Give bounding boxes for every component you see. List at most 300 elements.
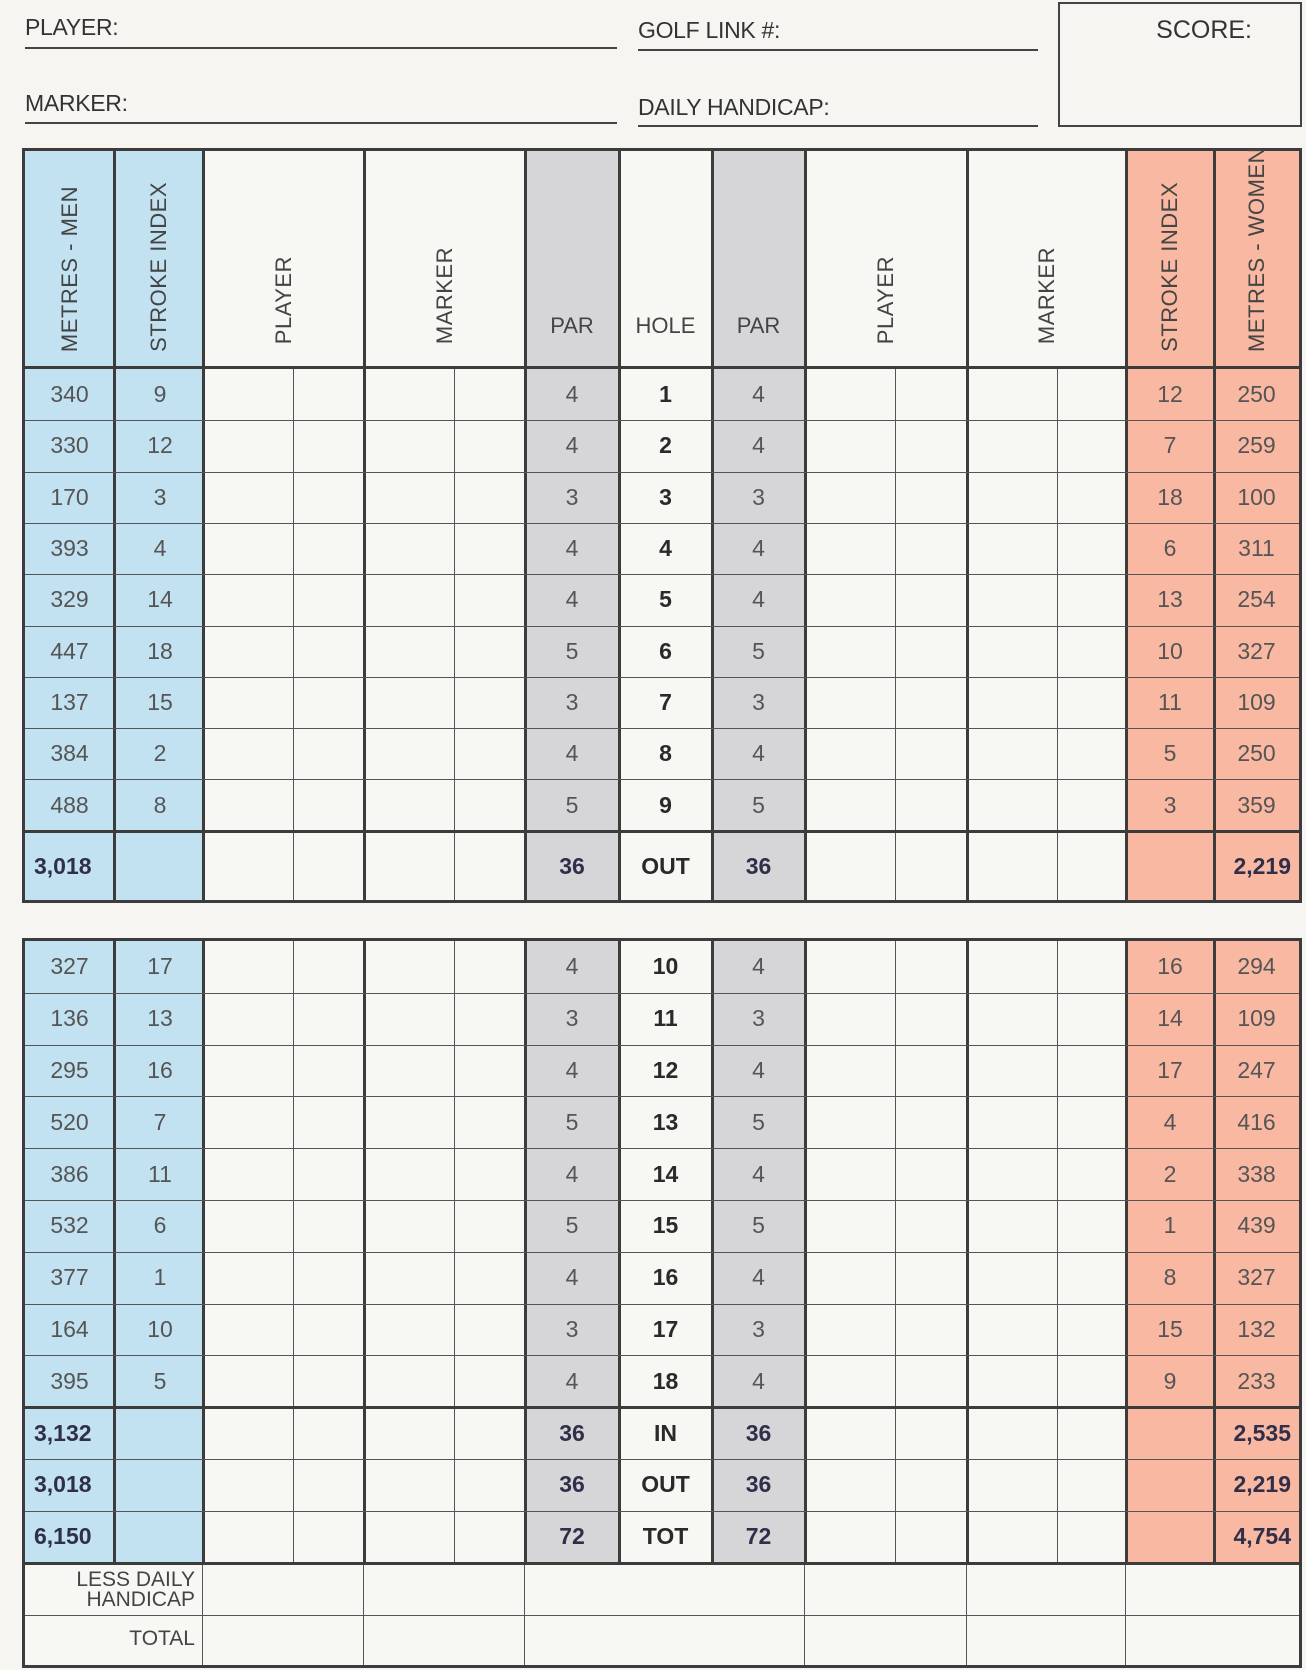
total-entry-cell[interactable] — [364, 1615, 525, 1665]
front-row-score-cell[interactable] — [895, 472, 967, 523]
front-row-score-cell[interactable] — [895, 626, 967, 677]
back-row-score-cell[interactable] — [203, 1304, 293, 1356]
back-row-score-cell[interactable] — [293, 1355, 364, 1407]
back-total-hole-label: TOT — [642, 1523, 689, 1550]
front-row-par: 4 — [565, 535, 579, 562]
front-row-par: 4 — [565, 381, 579, 408]
front-total-women-total: 2,219 — [1233, 852, 1291, 879]
back-row-par: 4 — [752, 1056, 765, 1083]
back-row-score-cell[interactable] — [805, 1355, 895, 1407]
front-row-score-cell[interactable] — [293, 523, 364, 574]
back-total-score-cell[interactable] — [454, 1511, 525, 1563]
front-row-score-cell[interactable] — [1057, 369, 1126, 420]
front-row-score-cell[interactable] — [364, 728, 454, 779]
back-row-score-cell[interactable] — [805, 1045, 895, 1097]
back-total-par-total: 36 — [745, 1471, 772, 1498]
back-row-score-cell[interactable] — [1057, 1148, 1126, 1200]
back-row-score-cell[interactable] — [1057, 1096, 1126, 1148]
back-row-stroke-index-women: 1 — [1163, 1212, 1177, 1239]
back-row-score-cell[interactable] — [895, 1252, 967, 1304]
score-label: SCORE: — [1156, 16, 1252, 44]
front-row-metres-women: 311 — [1238, 535, 1275, 562]
front-row-par: 4 — [752, 586, 765, 613]
back-row-score-cell[interactable] — [967, 941, 1057, 993]
front-row-score-cell[interactable] — [805, 369, 895, 420]
front-row-score-cell[interactable] — [895, 369, 967, 420]
front-row-par: 4 — [752, 381, 765, 408]
score-box[interactable] — [1058, 2, 1302, 127]
stroke-index-men-header: STROKE INDEX — [145, 182, 171, 352]
back-row-metres-women: 416 — [1237, 1108, 1276, 1135]
front-row-score-cell[interactable] — [895, 523, 967, 574]
back-row-score-cell[interactable] — [203, 993, 293, 1045]
back-row-stroke-index-men: 6 — [153, 1212, 167, 1239]
front-row-score-cell[interactable] — [454, 779, 525, 830]
back-total-hole-label: OUT — [641, 1471, 690, 1498]
back-row-metres-men: 377 — [50, 1264, 89, 1291]
back-row-stroke-index-women: 9 — [1163, 1367, 1177, 1394]
back-row-hole-number: 13 — [652, 1108, 679, 1135]
back-row-stroke-index-women: 2 — [1163, 1160, 1177, 1187]
back-total-par-total: 36 — [559, 1471, 585, 1498]
front-row-score-cell[interactable] — [454, 574, 525, 625]
back-total-women-total: 4,754 — [1233, 1523, 1291, 1550]
front-row-score-cell[interactable] — [364, 369, 454, 420]
front-row-score-cell[interactable] — [805, 420, 895, 471]
back-row-hole-number: 14 — [652, 1160, 679, 1187]
back-row-score-cell[interactable] — [895, 1304, 967, 1356]
back-row-score-cell[interactable] — [895, 993, 967, 1045]
front-total-score-cell[interactable] — [1057, 833, 1126, 900]
back-row-metres-women: 109 — [1237, 1005, 1276, 1032]
front-row-score-cell[interactable] — [364, 472, 454, 523]
back-row-score-cell[interactable] — [805, 1096, 895, 1148]
front-row-score-cell[interactable] — [1057, 779, 1126, 830]
front-row-score-cell[interactable] — [293, 677, 364, 728]
back-row-score-cell[interactable] — [364, 941, 454, 993]
front-row-stroke-index-women: 18 — [1157, 483, 1183, 510]
front-row-score-cell[interactable] — [364, 420, 454, 471]
back-row-par: 4 — [565, 1160, 579, 1187]
total-entry-cell[interactable] — [203, 1615, 364, 1665]
back-total-score-cell[interactable] — [293, 1407, 364, 1459]
front-row-score-cell[interactable] — [293, 779, 364, 830]
back-row-score-cell[interactable] — [1057, 1045, 1126, 1097]
back-row-score-cell[interactable] — [203, 1045, 293, 1097]
front-row-hole-number: 3 — [659, 483, 672, 510]
back-row-score-cell[interactable] — [293, 993, 364, 1045]
back-total-men-total: 3,018 — [34, 1471, 92, 1498]
total-entry-cell[interactable] — [967, 1615, 1126, 1665]
front-row-stroke-index-men: 15 — [147, 688, 173, 715]
back-row-score-cell[interactable] — [895, 1148, 967, 1200]
front-row-score-cell[interactable] — [203, 472, 293, 523]
back-row-score-cell[interactable] — [203, 1355, 293, 1407]
handicap-entry-cell[interactable] — [203, 1565, 364, 1615]
front-row-par: 3 — [752, 688, 765, 715]
golf-link-label: GOLF LINK #: — [638, 17, 781, 43]
back-row-stroke-index-women: 8 — [1163, 1264, 1177, 1291]
front-row-score-cell[interactable] — [1057, 420, 1126, 471]
front-row-score-cell[interactable] — [805, 472, 895, 523]
front-row-score-cell[interactable] — [293, 472, 364, 523]
front-row-score-cell[interactable] — [454, 523, 525, 574]
player-header: PLAYER — [873, 255, 898, 344]
front-row-par: 5 — [565, 791, 579, 818]
back-row-score-cell[interactable] — [895, 1045, 967, 1097]
front-row-score-cell[interactable] — [454, 369, 525, 420]
front-row-stroke-index-men: 18 — [147, 637, 173, 664]
back-row-score-cell[interactable] — [364, 1304, 454, 1356]
back-row-par: 4 — [752, 1367, 765, 1394]
back-row-score-cell[interactable] — [1057, 1355, 1126, 1407]
back-row-stroke-index-women: 16 — [1157, 953, 1183, 980]
back-row-par: 5 — [565, 1212, 579, 1239]
back-row-score-cell[interactable] — [364, 1355, 454, 1407]
back-row-par: 4 — [565, 1056, 579, 1083]
front-row-score-cell[interactable] — [203, 523, 293, 574]
back-row-score-cell[interactable] — [364, 1148, 454, 1200]
marker-header: MARKER — [1033, 246, 1059, 344]
front-row-score-cell[interactable] — [967, 369, 1057, 420]
front-row-score-cell[interactable] — [967, 574, 1057, 625]
back-row-score-cell[interactable] — [293, 1045, 364, 1097]
back-row-hole-number: 18 — [652, 1367, 679, 1394]
total-entry-cell[interactable] — [805, 1615, 967, 1665]
front-row-score-cell[interactable] — [203, 728, 293, 779]
back-row-stroke-index-women: 14 — [1157, 1005, 1183, 1032]
front-row-score-cell[interactable] — [1057, 626, 1126, 677]
front-row-score-cell[interactable] — [895, 728, 967, 779]
back-row-score-cell[interactable] — [805, 941, 895, 993]
back-row-score-cell[interactable] — [203, 1096, 293, 1148]
front-row-par: 5 — [752, 791, 765, 818]
daily-handicap-label: DAILY HANDICAP: — [638, 94, 830, 120]
back-total-score-cell[interactable] — [805, 1511, 895, 1563]
back-row-metres-women: 338 — [1237, 1160, 1276, 1187]
back-total-par-total: 36 — [745, 1419, 772, 1446]
back-row-score-cell[interactable] — [805, 1200, 895, 1252]
front-row-metres-men: 137 — [50, 688, 89, 715]
back-row-score-cell[interactable] — [203, 1252, 293, 1304]
front-row-par: 4 — [565, 586, 579, 613]
front-row-stroke-index-women: 12 — [1157, 381, 1183, 408]
back-row-score-cell[interactable] — [293, 941, 364, 993]
front-row-par: 4 — [752, 740, 765, 767]
back-total-score-cell[interactable] — [454, 1459, 525, 1511]
back-row-hole-number: 12 — [652, 1056, 679, 1083]
back-row-score-cell[interactable] — [805, 993, 895, 1045]
handicap-entry-cell[interactable] — [364, 1565, 525, 1615]
front-total-par-total: 36 — [559, 852, 585, 879]
row-divider — [25, 1406, 1299, 1409]
front-total-score-cell[interactable] — [805, 833, 895, 900]
back-row-score-cell[interactable] — [967, 993, 1057, 1045]
back-row-stroke-index-men: 17 — [147, 953, 173, 980]
front-row-score-cell[interactable] — [805, 626, 895, 677]
back-row-score-cell[interactable] — [1057, 1252, 1126, 1304]
front-row-score-cell[interactable] — [805, 779, 895, 830]
back-row-score-cell[interactable] — [895, 941, 967, 993]
front-row-score-cell[interactable] — [967, 420, 1057, 471]
front-row-score-cell[interactable] — [293, 369, 364, 420]
back-row-score-cell[interactable] — [293, 1096, 364, 1148]
back-total-score-cell[interactable] — [203, 1511, 293, 1563]
back-row-score-cell[interactable] — [293, 1304, 364, 1356]
back-row-score-cell[interactable] — [454, 993, 525, 1045]
front-row-score-cell[interactable] — [1057, 677, 1126, 728]
back-row-stroke-index-men: 13 — [147, 1005, 173, 1032]
back-total-score-cell[interactable] — [895, 1407, 967, 1459]
front-row-score-cell[interactable] — [293, 626, 364, 677]
back-row-score-cell[interactable] — [454, 1200, 525, 1252]
back-row-metres-men: 164 — [50, 1315, 89, 1342]
back-row-score-cell[interactable] — [454, 1252, 525, 1304]
back-row-score-cell[interactable] — [454, 1304, 525, 1356]
back-row-metres-men: 386 — [50, 1160, 89, 1187]
front-total-score-cell[interactable] — [293, 833, 364, 900]
back-row-score-cell[interactable] — [364, 1045, 454, 1097]
back-row-score-cell[interactable] — [967, 1252, 1057, 1304]
front-row-score-cell[interactable] — [895, 420, 967, 471]
back-row-score-cell[interactable] — [967, 1045, 1057, 1097]
handicap-entry-cell[interactable] — [525, 1565, 805, 1615]
front-row-par: 4 — [752, 432, 765, 459]
back-row-score-cell[interactable] — [364, 993, 454, 1045]
back-row-score-cell[interactable] — [805, 1252, 895, 1304]
back-row-score-cell[interactable] — [454, 1148, 525, 1200]
back-row-metres-women: 247 — [1237, 1056, 1276, 1083]
front-row-score-cell[interactable] — [293, 574, 364, 625]
back-row-score-cell[interactable] — [967, 1096, 1057, 1148]
back-row-score-cell[interactable] — [895, 1200, 967, 1252]
back-row-score-cell[interactable] — [203, 941, 293, 993]
front-row-metres-women: 250 — [1237, 381, 1276, 408]
front-row-score-cell[interactable] — [1057, 523, 1126, 574]
front-row-score-cell[interactable] — [805, 728, 895, 779]
back-row-score-cell[interactable] — [967, 1200, 1057, 1252]
front-row-score-cell[interactable] — [364, 677, 454, 728]
front-total-score-cell[interactable] — [364, 833, 454, 900]
back-row-score-cell[interactable] — [895, 1355, 967, 1407]
back-row-hole-number: 16 — [652, 1264, 679, 1291]
front-row-stroke-index-men: 2 — [153, 740, 167, 767]
front-row-score-cell[interactable] — [364, 574, 454, 625]
handicap-entry-cell[interactable] — [1126, 1565, 1299, 1615]
back-total-score-cell[interactable] — [895, 1459, 967, 1511]
front-total-par-total: 36 — [745, 852, 772, 879]
front-row-stroke-index-women: 3 — [1163, 791, 1177, 818]
front-row-score-cell[interactable] — [454, 472, 525, 523]
front-total-score-cell[interactable] — [454, 833, 525, 900]
front-row-score-cell[interactable] — [967, 677, 1057, 728]
front-row-stroke-index-men: 4 — [153, 535, 167, 562]
back-row-score-cell[interactable] — [454, 1096, 525, 1148]
front-row-score-cell[interactable] — [1057, 472, 1126, 523]
front-row-score-cell[interactable] — [454, 728, 525, 779]
back-row-score-cell[interactable] — [1057, 1200, 1126, 1252]
less-daily-line: LESS DAILY — [76, 1567, 195, 1591]
back-row-metres-women: 132 — [1237, 1315, 1276, 1342]
front-row-score-cell[interactable] — [454, 677, 525, 728]
back-row-score-cell[interactable] — [293, 1148, 364, 1200]
back-row-score-cell[interactable] — [364, 1252, 454, 1304]
back-row-score-cell[interactable] — [805, 1304, 895, 1356]
player-name-field[interactable] — [25, 47, 617, 49]
front-row-score-cell[interactable] — [454, 626, 525, 677]
front-row-stroke-index-women: 13 — [1157, 586, 1183, 613]
front-row-score-cell[interactable] — [895, 574, 967, 625]
back-total-hole-label: IN — [654, 1419, 677, 1446]
back-total-score-cell[interactable] — [454, 1407, 525, 1459]
back-row-par: 5 — [752, 1108, 765, 1135]
back-row-score-cell[interactable] — [967, 1148, 1057, 1200]
back-total-score-cell[interactable] — [364, 1459, 454, 1511]
back-row-score-cell[interactable] — [1057, 993, 1126, 1045]
front-row-score-cell[interactable] — [203, 574, 293, 625]
back-row-score-cell[interactable] — [364, 1096, 454, 1148]
front-row-score-cell[interactable] — [364, 626, 454, 677]
back-total-par-total: 72 — [559, 1523, 585, 1550]
front-row-score-cell[interactable] — [967, 728, 1057, 779]
back-row-score-cell[interactable] — [454, 1355, 525, 1407]
back-row-score-cell[interactable] — [364, 1200, 454, 1252]
back-row-par: 5 — [565, 1108, 579, 1135]
back-row-par: 3 — [752, 1005, 765, 1032]
back-row-score-cell[interactable] — [293, 1252, 364, 1304]
back-total-score-cell[interactable] — [203, 1459, 293, 1511]
back-row-score-cell[interactable] — [895, 1096, 967, 1148]
front-row-hole-number: 2 — [659, 432, 672, 459]
back-row-metres-men: 295 — [50, 1056, 89, 1083]
back-row-par: 4 — [752, 1160, 765, 1187]
row-divider — [25, 1511, 1299, 1512]
front-row-hole-number: 9 — [659, 791, 672, 818]
front-total-hole-label: OUT — [641, 852, 690, 879]
back-row-metres-men: 395 — [50, 1367, 89, 1394]
front-row-score-cell[interactable] — [203, 677, 293, 728]
back-row-score-cell[interactable] — [454, 1045, 525, 1097]
handicap-entry-cell[interactable] — [967, 1565, 1126, 1615]
front-row-stroke-index-men: 14 — [147, 586, 173, 613]
back-total-score-cell[interactable] — [967, 1459, 1057, 1511]
front-row-metres-women: 100 — [1237, 483, 1276, 510]
front-row-score-cell[interactable] — [805, 677, 895, 728]
front-row-score-cell[interactable] — [293, 420, 364, 471]
front-row-hole-number: 6 — [659, 637, 672, 664]
back-total-score-cell[interactable] — [967, 1511, 1057, 1563]
front-row-score-cell[interactable] — [1057, 574, 1126, 625]
back-row-par: 3 — [565, 1005, 579, 1032]
back-total-score-cell[interactable] — [293, 1459, 364, 1511]
stroke-index-women-header: STROKE INDEX — [1157, 182, 1182, 352]
front-row-metres-men: 330 — [50, 432, 89, 459]
front-total-score-cell[interactable] — [967, 833, 1057, 900]
back-total-score-cell[interactable] — [967, 1407, 1057, 1459]
back-row-score-cell[interactable] — [967, 1304, 1057, 1356]
back-row-stroke-index-men: 5 — [153, 1367, 167, 1394]
front-row-stroke-index-men: 12 — [147, 432, 173, 459]
back-total-men-total: 3,132 — [34, 1419, 92, 1446]
front-row-par: 3 — [565, 688, 579, 715]
back-total-score-cell[interactable] — [364, 1407, 454, 1459]
front-row-stroke-index-women: 11 — [1158, 688, 1182, 715]
back-total-score-cell[interactable] — [805, 1459, 895, 1511]
front-row-metres-men: 384 — [50, 740, 89, 767]
front-row-score-cell[interactable] — [805, 523, 895, 574]
back-row-stroke-index-men: 11 — [148, 1160, 172, 1187]
front-row-score-cell[interactable] — [203, 626, 293, 677]
front-row-score-cell[interactable] — [203, 779, 293, 830]
front-row-score-cell[interactable] — [805, 574, 895, 625]
back-total-score-cell[interactable] — [1057, 1407, 1126, 1459]
front-total-score-cell[interactable] — [895, 833, 967, 900]
front-row-score-cell[interactable] — [293, 728, 364, 779]
back-total-score-cell[interactable] — [293, 1511, 364, 1563]
back-nine-table — [22, 938, 1302, 1668]
back-row-score-cell[interactable] — [967, 1355, 1057, 1407]
front-row-score-cell[interactable] — [454, 420, 525, 471]
front-row-score-cell[interactable] — [967, 626, 1057, 677]
back-total-score-cell[interactable] — [1057, 1511, 1126, 1563]
front-row-score-cell[interactable] — [1057, 728, 1126, 779]
metres-women-header: METRES - WOMEN — [1243, 147, 1269, 352]
back-row-stroke-index-women: 15 — [1157, 1315, 1183, 1342]
back-row-score-cell[interactable] — [805, 1148, 895, 1200]
front-row-metres-women: 250 — [1237, 740, 1276, 767]
front-row-score-cell[interactable] — [895, 677, 967, 728]
back-row-hole-number: 15 — [652, 1212, 679, 1239]
front-row-par: 5 — [565, 637, 579, 664]
back-total-score-cell[interactable] — [805, 1407, 895, 1459]
back-row-par: 4 — [565, 1367, 579, 1394]
front-row-score-cell[interactable] — [364, 779, 454, 830]
back-row-score-cell[interactable] — [203, 1148, 293, 1200]
front-total-score-cell[interactable] — [203, 833, 293, 900]
back-row-par: 3 — [565, 1315, 579, 1342]
back-row-par: 4 — [752, 953, 765, 980]
front-row-score-cell[interactable] — [203, 420, 293, 471]
back-row-score-cell[interactable] — [203, 1200, 293, 1252]
back-total-score-cell[interactable] — [895, 1511, 967, 1563]
golf-link-field[interactable] — [638, 49, 1038, 51]
back-row-metres-women: 233 — [1237, 1367, 1276, 1394]
front-row-score-cell[interactable] — [967, 523, 1057, 574]
front-row-score-cell[interactable] — [203, 369, 293, 420]
back-total-score-cell[interactable] — [203, 1407, 293, 1459]
back-total-par-total: 72 — [745, 1523, 772, 1550]
front-row-score-cell[interactable] — [364, 523, 454, 574]
total-entry-cell[interactable] — [525, 1615, 805, 1665]
back-row-score-cell[interactable] — [454, 941, 525, 993]
front-row-score-cell[interactable] — [967, 472, 1057, 523]
front-row-metres-women: 259 — [1237, 432, 1276, 459]
daily-handicap-field[interactable] — [638, 125, 1038, 127]
front-row-metres-women: 109 — [1237, 688, 1276, 715]
back-total-score-cell[interactable] — [1057, 1459, 1126, 1511]
back-row-stroke-index-men: 10 — [147, 1315, 173, 1342]
back-row-score-cell[interactable] — [1057, 941, 1126, 993]
back-row-metres-women: 294 — [1237, 953, 1276, 980]
marker-name-field[interactable] — [25, 122, 617, 124]
front-row-score-cell[interactable] — [967, 779, 1057, 830]
front-row-score-cell[interactable] — [895, 779, 967, 830]
total-entry-cell[interactable] — [1126, 1615, 1299, 1665]
back-row-score-cell[interactable] — [1057, 1304, 1126, 1356]
back-row-score-cell[interactable] — [293, 1200, 364, 1252]
back-total-score-cell[interactable] — [364, 1511, 454, 1563]
handicap-entry-cell[interactable] — [805, 1565, 967, 1615]
